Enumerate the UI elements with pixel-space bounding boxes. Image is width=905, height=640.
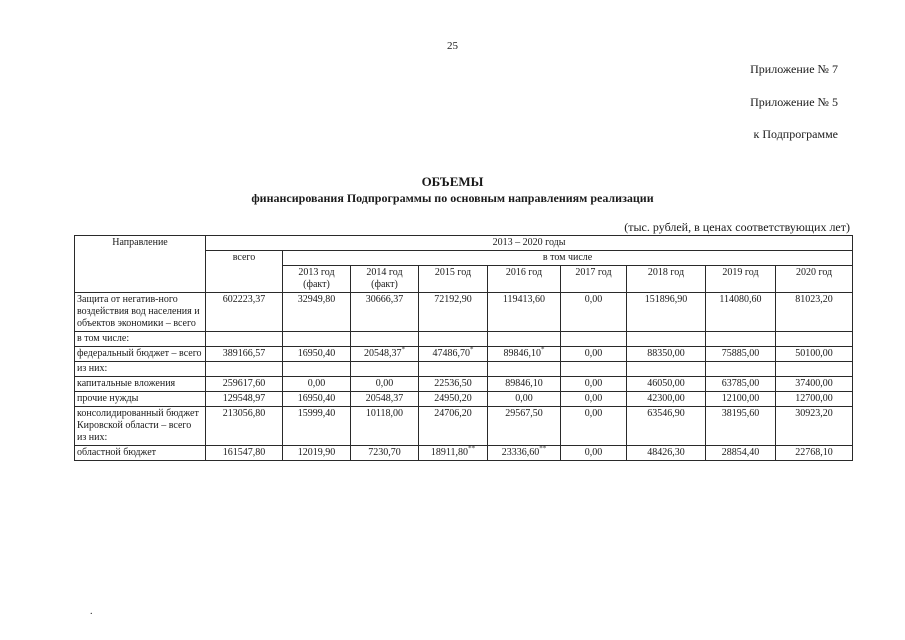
cell-value: 0,00 — [584, 378, 603, 389]
cell-value: 114080,60 — [719, 294, 762, 305]
value-cell — [776, 407, 853, 446]
value-cell — [706, 446, 776, 461]
value-cell — [488, 407, 561, 446]
empty-cell — [419, 332, 488, 347]
footnote-mark: ** — [539, 444, 547, 453]
empty-cell — [283, 362, 351, 377]
cell-value: 37400,00 — [795, 378, 833, 389]
value-cell — [627, 392, 706, 407]
cell-value: 63785,00 — [721, 378, 760, 389]
value-cell — [283, 446, 351, 461]
cell-value: 88350,00 — [647, 348, 685, 359]
empty-cell — [776, 332, 853, 347]
financing-table — [74, 235, 853, 461]
empty-cell — [206, 362, 283, 377]
cell-value: 24950,20 — [434, 393, 472, 404]
empty-cell — [283, 332, 351, 347]
value-cell — [627, 407, 706, 446]
cell-value: 259617,60 — [222, 378, 266, 389]
cell-value: 129548,97 — [222, 393, 266, 404]
cell-value: 12100,00 — [721, 393, 760, 404]
cell-value: 75885,00 — [721, 348, 760, 359]
cell-value: 30666,37 — [365, 294, 404, 305]
header-period: 2013 – 2020 годы — [206, 236, 853, 251]
header-including: в том числе — [283, 251, 853, 266]
cell-value: 12019,90 — [297, 447, 336, 458]
value-cell — [706, 347, 776, 362]
cell-value: 23336,60 — [501, 447, 540, 458]
empty-cell — [419, 362, 488, 377]
cell-value: 7230,70 — [368, 447, 401, 458]
value-cell — [488, 293, 561, 332]
value-cell — [776, 293, 853, 332]
value-cell — [283, 347, 351, 362]
value-cell — [776, 392, 853, 407]
value-cell — [419, 347, 488, 362]
row-name: из них: — [75, 362, 206, 377]
cell-value: 89846,10 — [505, 378, 543, 389]
value-cell — [206, 347, 283, 362]
cell-value: 30923,20 — [795, 408, 833, 419]
cell-value: 0,00 — [584, 348, 603, 359]
cell-value: 20548,37 — [364, 348, 402, 359]
value-cell — [627, 293, 706, 332]
cell-value: 72192,90 — [434, 294, 472, 305]
table-row — [75, 377, 853, 392]
value-cell — [419, 377, 488, 392]
table-label-row — [75, 332, 853, 347]
value-cell — [351, 446, 419, 461]
value-cell — [206, 407, 283, 446]
value-cell — [561, 347, 627, 362]
value-cell — [206, 446, 283, 461]
value-cell — [488, 392, 561, 407]
cell-value: 602223,37 — [222, 294, 266, 305]
value-cell — [776, 377, 853, 392]
value-cell — [351, 293, 419, 332]
value-cell — [627, 377, 706, 392]
value-cell — [561, 377, 627, 392]
cell-value: 48426,30 — [647, 447, 685, 458]
value-cell — [351, 392, 419, 407]
row-name: капитальные вложения — [75, 377, 206, 392]
row-name: федеральный бюджет – всего — [75, 347, 206, 362]
header-year: 2015 год — [419, 266, 488, 293]
value-cell — [419, 392, 488, 407]
cell-value: 28854,40 — [721, 447, 760, 458]
cell-value: 0,00 — [584, 447, 603, 458]
row-name: прочие нужды — [75, 392, 206, 407]
value-cell — [206, 377, 283, 392]
value-cell — [488, 347, 561, 362]
header-year: 2019 год — [706, 266, 776, 293]
cell-value: 0,00 — [307, 378, 326, 389]
cell-value: 81023,20 — [795, 294, 833, 305]
cell-value: 161547,80 — [222, 447, 266, 458]
row-name: в том числе: — [75, 332, 206, 347]
empty-cell — [706, 332, 776, 347]
header-total: всего — [206, 251, 283, 293]
footnote-mark: * — [541, 345, 545, 354]
footnote-mark: ** — [468, 444, 476, 453]
value-cell — [206, 392, 283, 407]
value-cell — [561, 392, 627, 407]
value-cell — [206, 293, 283, 332]
cell-value: 24706,20 — [434, 408, 472, 419]
cell-value: 63546,90 — [647, 408, 685, 419]
value-cell — [283, 392, 351, 407]
empty-cell — [488, 332, 561, 347]
cell-value: 12700,00 — [795, 393, 833, 404]
empty-cell — [206, 332, 283, 347]
table-row — [75, 407, 853, 446]
document-subtitle: финансирования Подпрограммы по основным направлениям реализации — [251, 191, 654, 205]
empty-cell — [776, 362, 853, 377]
header-year: 2020 год — [776, 266, 853, 293]
cell-value: 0,00 — [584, 393, 603, 404]
footer-mark: . — [90, 606, 93, 617]
row-name: консолидированный бюджет Кировской области – всего из них: — [75, 407, 206, 446]
table-label-row — [75, 362, 853, 377]
cell-value: 89846,10 — [503, 348, 541, 359]
cell-value: 38195,60 — [721, 408, 760, 419]
header-year: 2017 год — [561, 266, 627, 293]
empty-cell — [351, 362, 419, 377]
empty-cell — [561, 362, 627, 377]
header-direction: Направление — [75, 236, 206, 293]
value-cell — [627, 446, 706, 461]
value-cell — [706, 377, 776, 392]
empty-cell — [488, 362, 561, 377]
cell-value: 151896,90 — [644, 294, 688, 305]
cell-value: 16950,40 — [297, 348, 336, 359]
cell-value: 22536,50 — [434, 378, 472, 389]
empty-cell — [627, 332, 706, 347]
empty-cell — [351, 332, 419, 347]
value-cell — [351, 347, 419, 362]
value-cell — [776, 446, 853, 461]
table-body — [75, 293, 853, 461]
cell-value: 0,00 — [515, 393, 533, 404]
value-cell — [419, 446, 488, 461]
value-cell — [283, 407, 351, 446]
value-cell — [627, 347, 706, 362]
cell-value: 47486,70 — [432, 348, 470, 359]
units-note: (тыс. рублей, в ценах соответствующих лет) — [624, 220, 850, 234]
value-cell — [419, 407, 488, 446]
cell-value: 22768,10 — [795, 447, 833, 458]
cell-value: 389166,57 — [222, 348, 266, 359]
value-cell — [283, 293, 351, 332]
footnote-mark: * — [401, 345, 405, 354]
value-cell — [419, 293, 488, 332]
cell-value: 46050,00 — [647, 378, 685, 389]
cell-value: 42300,00 — [647, 393, 685, 404]
value-cell — [561, 446, 627, 461]
value-cell — [706, 392, 776, 407]
cell-value: 213056,80 — [222, 408, 266, 419]
header-year: 2013 год (факт) — [283, 266, 351, 293]
value-cell — [561, 407, 627, 446]
table-row — [75, 392, 853, 407]
appendix-line-3: к Подпрограмме — [753, 127, 838, 141]
row-name: Защита от негатив-ного воздействия вод населения и объектов экономики – всего — [75, 293, 206, 332]
cell-value: 10118,00 — [365, 408, 404, 419]
value-cell — [488, 446, 561, 461]
empty-cell — [627, 362, 706, 377]
value-cell — [561, 293, 627, 332]
value-cell — [706, 407, 776, 446]
page-number: 25 — [447, 40, 458, 52]
cell-value: 0,00 — [584, 408, 603, 419]
appendix-line-2: Приложение № 5 — [750, 95, 838, 109]
value-cell — [706, 293, 776, 332]
row-name: областной бюджет — [75, 446, 206, 461]
cell-value: 50100,00 — [795, 348, 833, 359]
header-year: 2016 год — [488, 266, 561, 293]
value-cell — [776, 347, 853, 362]
value-cell — [488, 377, 561, 392]
cell-value: 0,00 — [584, 294, 603, 305]
value-cell — [283, 377, 351, 392]
header-year: 2018 год — [627, 266, 706, 293]
cell-value: 15999,40 — [297, 408, 336, 419]
document-title: ОБЪЕМЫ — [421, 174, 484, 189]
empty-cell — [706, 362, 776, 377]
cell-value: 20548,37 — [365, 393, 404, 404]
cell-value: 32949,80 — [297, 294, 336, 305]
value-cell — [351, 377, 419, 392]
cell-value: 119413,60 — [502, 294, 546, 305]
cell-value: 29567,50 — [505, 408, 543, 419]
value-cell — [351, 407, 419, 446]
footnote-mark: * — [470, 345, 474, 354]
header-year: 2014 год (факт) — [351, 266, 419, 293]
table-row — [75, 347, 853, 362]
cell-value: 0,00 — [375, 378, 394, 389]
table-row — [75, 446, 853, 461]
empty-cell — [561, 332, 627, 347]
cell-value: 16950,40 — [297, 393, 336, 404]
table-row — [75, 293, 853, 332]
appendix-line-1: Приложение № 7 — [750, 62, 838, 76]
cell-value: 18911,80 — [430, 447, 469, 458]
